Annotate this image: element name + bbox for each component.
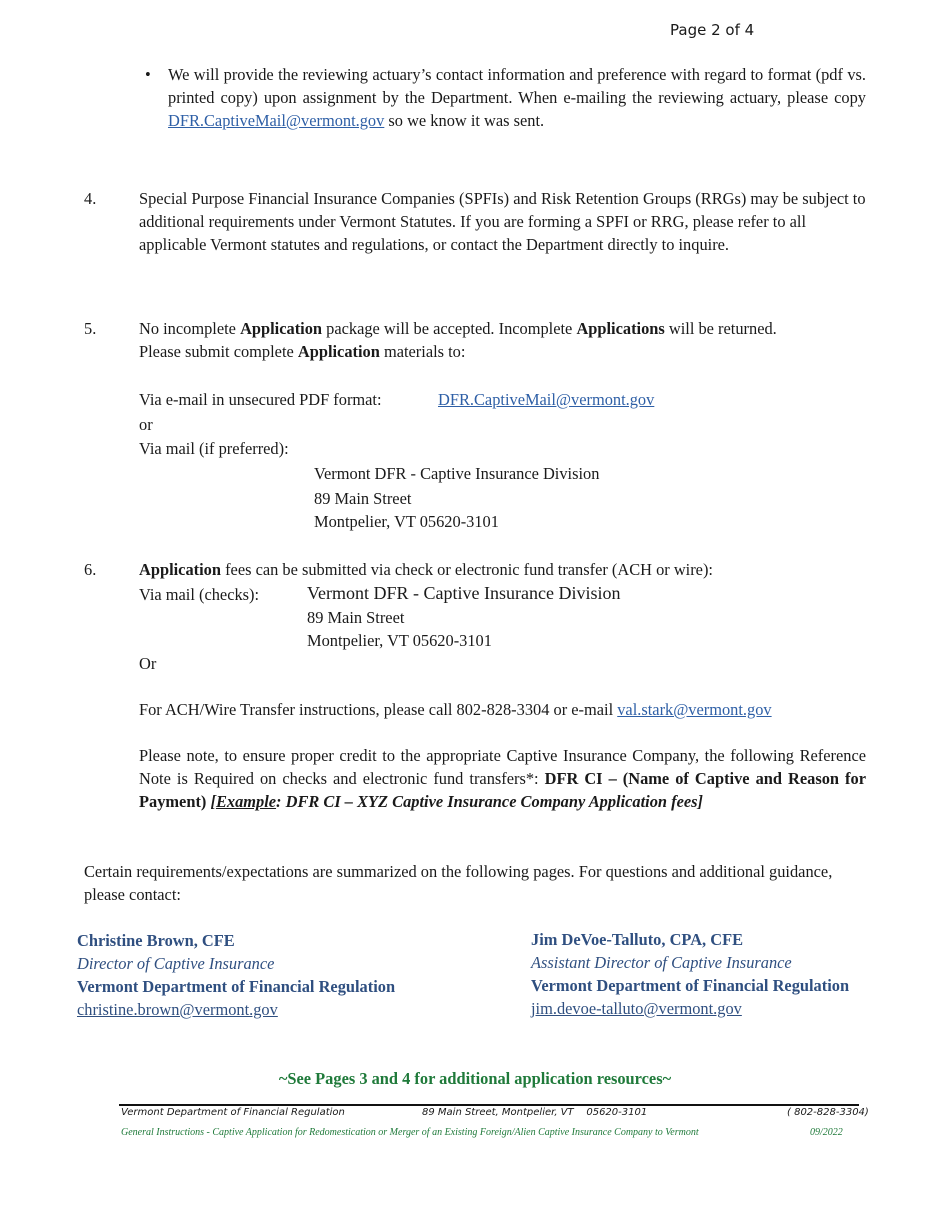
bullet-text-end: so we know it was sent. <box>384 111 545 130</box>
see-pages-note: ~See Pages 3 and 4 for additional application resources~ <box>278 1069 672 1088</box>
address-line-3: Montpelier, VT 05620-3101 <box>314 512 499 531</box>
item-4-text: Special Purpose Financial Insurance Companies (SPFIs) and Risk Retention Groups (RRGs) may be subject to additional requirements under Vermont Statutes. If you are forming a SPFI or RRG, please refer to all applicable Vermont statutes and regulations, or contact the Department directly to inquire. <box>139 189 866 254</box>
item-6-number: 6. <box>84 560 97 579</box>
item-5-line2: Please submit complete Application materials to: <box>139 342 466 361</box>
contact-email-link[interactable]: christine.brown@vermont.gov <box>77 1000 278 1019</box>
email-submit-label: Via e-mail in unsecured PDF format: <box>139 390 382 409</box>
item-5-number: 5. <box>84 319 97 338</box>
address-line-1: Vermont DFR - Captive Insurance Division <box>314 464 600 483</box>
contact-email-link[interactable]: jim.devoe-talluto@vermont.gov <box>531 999 742 1018</box>
footer-phone: ( 802-828-3304) <box>787 1107 869 1118</box>
page-number: Page 2 of 4 <box>670 21 755 39</box>
ach-email-link[interactable]: val.stark@vermont.gov <box>617 700 772 719</box>
contact-title: Director of Captive Insurance <box>77 954 275 973</box>
item-4-number: 4. <box>84 189 97 208</box>
submit-email-link[interactable]: DFR.CaptiveMail@vermont.gov <box>438 390 655 409</box>
or-text: or <box>139 415 153 434</box>
bullet-text: We will provide the reviewing actuary’s contact information and preference with regard to format (pdf vs. printed copy) upon assignment by the Department. When e-mailing the reviewing actuary, please copy <box>168 65 866 107</box>
contact-org: Vermont Department of Financial Regulation <box>77 977 396 996</box>
contact-name: Jim DeVoe-Talluto, CPA, CFE <box>531 930 744 949</box>
ach-instructions: For ACH/Wire Transfer instructions, please call 802-828-3304 or e-mail val.stark@vermont.gov <box>139 700 772 719</box>
bullet-paragraph <box>168 63 866 132</box>
footer-address: 89 Main Street, Montpelier, VT 05620-3101 <box>422 1107 648 1118</box>
footer-doc-title: General Instructions - Captive Application for Redomestication or Merger of an Existing Foreign/Alien Captive Insurance Company to Vermont <box>121 1127 699 1138</box>
bullet-dot: • <box>145 65 151 84</box>
footer-org: Vermont Department of Financial Regulation <box>121 1107 345 1118</box>
footer-rule <box>119 1104 859 1106</box>
reference-note: Please note, to ensure proper credit to the appropriate Captive Insurance Company, the following Reference Note is Required on checks and electronic fund transfers*: DFR CI – (Name of Captive and Reason for Payment) [Example: DFR CI – XYZ Captive Insurance Company Application fees] <box>139 746 866 811</box>
item-5-line1: No incomplete Application package will be accepted. Incomplete Applications will be returned. <box>139 319 777 338</box>
contact-title: Assistant Director of Captive Insurance <box>531 953 792 972</box>
captive-mail-link[interactable]: DFR.CaptiveMail@vermont.gov <box>168 111 385 130</box>
fee-address-line-1: Vermont DFR - Captive Insurance Division <box>307 583 621 603</box>
footer-date: 09/2022 <box>810 1127 843 1138</box>
contact-org: Vermont Department of Financial Regulation <box>531 976 850 995</box>
item-6-line1: Application fees can be submitted via check or electronic fund transfer (ACH or wire): <box>139 560 713 579</box>
contact-card-brown <box>77 929 395 1021</box>
contact-name: Christine Brown, CFE <box>77 931 235 950</box>
fee-address-line-3: Montpelier, VT 05620-3101 <box>307 631 492 650</box>
contact-card-devoe <box>531 928 849 1020</box>
check-mail-label: Via mail (checks): <box>139 585 260 604</box>
fee-address-line-2: 89 Main Street <box>307 608 405 627</box>
or-text-2: Or <box>139 654 157 673</box>
address-line-2: 89 Main Street <box>314 489 412 508</box>
summary-text: Certain requirements/expectations are summarized on the following pages. For questions and additional guidance, please contact: <box>84 862 833 904</box>
mail-submit-label: Via mail (if preferred): <box>139 439 289 458</box>
